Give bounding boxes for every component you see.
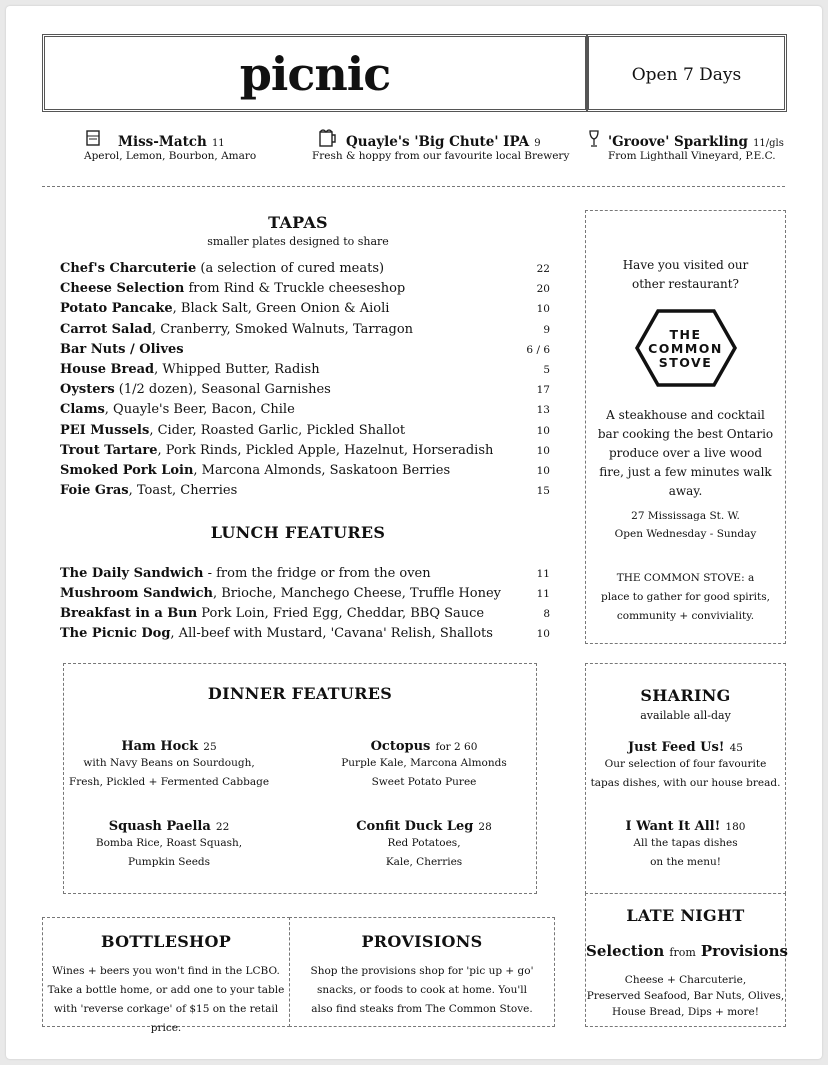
dish-desc: Bomba Rice, Roast Squash, xyxy=(95,837,243,849)
item-name: Oysters xyxy=(60,382,115,398)
bottleshop-title: BOTTLESHOP xyxy=(100,932,232,951)
item-price: 17 xyxy=(536,384,550,397)
menu-item xyxy=(60,463,550,483)
logo-line: THE xyxy=(669,327,702,342)
late-night-title: LATE NIGHT xyxy=(626,906,745,925)
item-desc: , Cider, Roasted Garlic, Pickled Shallot xyxy=(149,422,406,438)
item-name: PEI Mussels xyxy=(60,422,150,438)
text-line: Preserved Seafood, Bar Nuts, Olives, xyxy=(586,990,785,1002)
item-name: House Bread xyxy=(60,362,155,377)
menu-item xyxy=(60,586,550,606)
item-name: Bar Nuts / Olives xyxy=(60,341,184,357)
item-price: 13 xyxy=(536,404,550,417)
sharing-subtitle: available all-day xyxy=(640,709,731,722)
dish-price: 22 xyxy=(215,821,230,833)
item-name: Smoked Pork Loin xyxy=(60,463,194,478)
item-price: 15 xyxy=(536,485,550,498)
intro-line: Have you visited our xyxy=(622,258,749,272)
item-desc: , Black Salt, Green Onion & Aioli xyxy=(172,301,390,317)
desc-line: produce over a live wood xyxy=(608,446,763,460)
sharing-box xyxy=(585,663,786,894)
item-price: 10 xyxy=(536,628,550,640)
selection-word: Selection xyxy=(586,942,665,960)
dish-desc: with Navy Beans on Sourdough, xyxy=(83,757,255,769)
late-night-text xyxy=(586,972,785,1020)
sharing-desc: on the menu! xyxy=(650,856,721,868)
text-line: House Bread, Dips + more! xyxy=(612,1006,759,1018)
item-name: The Daily Sandwich xyxy=(60,566,204,581)
other-restaurant-box xyxy=(585,210,786,644)
sharing-name: I Want It All! xyxy=(625,819,721,834)
sharing-desc: All the tapas dishes xyxy=(633,837,738,849)
tapas-title: TAPAS xyxy=(268,213,328,232)
item-name: Cheese Selection xyxy=(60,281,185,297)
dish-name: Squash Paella xyxy=(108,819,211,834)
dinner-dish xyxy=(64,735,274,792)
dish-desc: Fresh, Pickled + Fermented Cabbage xyxy=(68,776,270,788)
selection-provisions: Provisions xyxy=(700,942,788,960)
item-name: The Picnic Dog xyxy=(60,626,171,641)
tagline-line: place to gather for good spirits, xyxy=(601,591,770,603)
sharing-title: SHARING xyxy=(640,686,731,705)
logo-line: COMMON xyxy=(648,341,723,356)
dish-name: Octopus xyxy=(370,739,431,754)
restaurant-desc xyxy=(586,406,785,501)
drink-desc: Fresh & hoppy from our favourite local Brewery xyxy=(312,150,570,162)
glass-icon xyxy=(86,130,100,146)
menu-item xyxy=(60,301,550,321)
provisions-text xyxy=(290,962,554,1019)
drink-desc: Aperol, Lemon, Bourbon, Amaro xyxy=(84,150,257,162)
item-price: 9 xyxy=(543,323,550,336)
logo: picnic xyxy=(239,47,391,101)
item-price: 11 xyxy=(536,588,550,600)
item-price: 11 xyxy=(536,568,550,580)
bottleshop-text xyxy=(43,962,289,1038)
drink-price: 11/gls xyxy=(753,138,784,149)
menu-item xyxy=(60,443,550,463)
menu-item xyxy=(60,423,550,443)
late-night-box xyxy=(585,893,786,1027)
item-name: Foie Gras xyxy=(60,483,129,499)
text-line: Wines + beers you won't find in the LCBO. xyxy=(52,965,280,977)
item-desc: , Cranberry, Smoked Walnuts, Tarragon xyxy=(151,321,414,337)
bottleshop-box xyxy=(42,917,290,1034)
dish-desc: Red Potatoes, xyxy=(387,837,461,849)
sharing-desc: tapas dishes, with our house bread. xyxy=(590,777,781,789)
tapas-subtitle: smaller plates designed to share xyxy=(207,235,389,248)
desc-line: A steakhouse and cocktail xyxy=(606,408,765,422)
item-desc: , Marcona Almonds, Saskatoon Berries xyxy=(193,463,451,478)
late-night-selection xyxy=(586,941,788,960)
item-desc: , Whipped Butter, Radish xyxy=(154,362,320,377)
item-name: Trout Tartare xyxy=(60,442,158,458)
logo-line: STOVE xyxy=(658,355,713,370)
beer-mug-icon xyxy=(318,128,338,148)
wine-glass-icon xyxy=(588,130,600,148)
text-line: with 'reverse corkage' of $15 on the retail price. xyxy=(53,1003,279,1034)
dish-desc: Sweet Potato Puree xyxy=(371,776,477,788)
menu-item xyxy=(60,261,550,281)
item-price: 5 xyxy=(543,364,550,376)
dish-price: 25 xyxy=(203,741,217,753)
dish-desc: Pumpkin Seeds xyxy=(127,856,211,868)
item-name: Potato Pancake xyxy=(60,301,173,317)
hours: Open Wednesday - Sunday xyxy=(614,528,757,540)
intro-line: other restaurant? xyxy=(631,277,739,291)
drink-desc: From Lighthall Vineyard, P.E.C. xyxy=(608,150,776,162)
drink-name: Miss-Match xyxy=(118,134,207,150)
menu-item xyxy=(60,322,550,342)
item-price: 10 xyxy=(536,424,550,437)
dish-price: for 2 60 xyxy=(435,741,478,753)
sharing-desc: Our selection of four favourite xyxy=(604,758,767,770)
item-price: 22 xyxy=(536,263,550,275)
menu-item xyxy=(60,566,550,586)
dinner-dish xyxy=(319,735,529,792)
menu-item xyxy=(60,402,550,422)
item-name: Breakfast in a Bun xyxy=(60,606,198,621)
open-box xyxy=(586,34,787,112)
drink-price: 9 xyxy=(534,138,541,149)
item-desc: , Pork Rinds, Pickled Apple, Hazelnut, Horseradish xyxy=(157,442,494,458)
desc-line: bar cooking the best Ontario xyxy=(597,427,774,441)
text-line: Cheese + Charcuterie, xyxy=(624,974,747,986)
sharing-price: 180 xyxy=(725,821,746,833)
menu-item xyxy=(60,483,550,503)
menu-item xyxy=(60,626,550,646)
item-price: 6 / 6 xyxy=(526,343,550,356)
item-price: 10 xyxy=(536,303,550,316)
sharing-price: 45 xyxy=(729,742,743,754)
item-name: Chef's Charcuterie xyxy=(60,261,197,276)
item-desc: (1/2 dozen), Seasonal Garnishes xyxy=(114,382,331,398)
item-desc: Pork Loin, Fried Egg, Cheddar, BBQ Sauce xyxy=(197,606,485,621)
item-desc: , Toast, Cherries xyxy=(128,483,238,499)
address: 27 Mississaga St. W. xyxy=(631,510,740,522)
item-price: 10 xyxy=(536,444,550,457)
item-desc: - from the fridge or from the oven xyxy=(203,566,431,581)
drink-name: 'Groove' Sparkling xyxy=(608,134,748,150)
text-line: Take a bottle home, or add one to your table xyxy=(47,984,285,996)
dish-name: Ham Hock xyxy=(121,739,199,754)
dinner-box xyxy=(63,663,537,894)
item-desc: , Quayle's Beer, Bacon, Chile xyxy=(104,402,295,418)
menu-item xyxy=(60,606,550,626)
menu-item xyxy=(60,362,550,382)
text-line: Shop the provisions shop for 'pic up + go' xyxy=(310,965,534,977)
item-name: Clams xyxy=(60,402,105,418)
sharing-item xyxy=(586,736,785,793)
drink-price: 11 xyxy=(211,138,225,149)
tagline-line: THE COMMON STOVE: a xyxy=(616,572,755,584)
item-name: Carrot Salad xyxy=(60,321,152,337)
item-price: 8 xyxy=(543,608,550,620)
dinner-title: DINNER FEATURES xyxy=(207,684,393,703)
menu-item xyxy=(60,382,550,402)
item-desc: (a selection of cured meats) xyxy=(196,261,385,276)
menu-item xyxy=(60,342,550,362)
item-desc: , All-beef with Mustard, 'Cavana' Relish, Shallots xyxy=(170,626,493,641)
selection-from: from xyxy=(669,946,696,959)
logo-box xyxy=(42,34,588,112)
dinner-dish xyxy=(319,815,529,872)
dish-price: 28 xyxy=(478,821,492,833)
item-desc: from Rind & Truckle cheeseshop xyxy=(184,281,406,297)
desc-line: fire, just a few minutes walk xyxy=(599,465,772,479)
text-line: snacks, or foods to cook at home. You'll xyxy=(317,984,527,996)
text-line: also find steaks from The Common Stove. xyxy=(311,1003,533,1015)
common-stove-logo-text xyxy=(586,328,785,370)
open-days: Open 7 Days xyxy=(631,65,742,85)
sharing-item xyxy=(586,815,785,872)
item-desc: , Brioche, Manchego Cheese, Truffle Honey xyxy=(212,586,502,601)
provisions-title: PROVISIONS xyxy=(361,932,483,951)
dish-name: Confit Duck Leg xyxy=(356,819,474,834)
item-price: 20 xyxy=(536,283,550,296)
sharing-name: Just Feed Us! xyxy=(628,740,725,755)
desc-line: away. xyxy=(668,484,703,498)
tagline-line: community + conviviality. xyxy=(616,610,755,622)
dish-desc: Kale, Cherries xyxy=(385,856,463,868)
menu-item xyxy=(60,281,550,301)
dinner-dish xyxy=(64,815,274,872)
tagline xyxy=(586,569,785,626)
item-price: 10 xyxy=(536,465,550,477)
lunch-title: LUNCH FEATURES xyxy=(210,523,386,542)
divider xyxy=(42,186,785,187)
dish-desc: Purple Kale, Marcona Almonds xyxy=(341,757,507,769)
item-name: Mushroom Sandwich xyxy=(60,586,213,601)
provisions-box xyxy=(289,917,555,1027)
drink-name: Quayle's 'Big Chute' IPA xyxy=(346,134,530,150)
